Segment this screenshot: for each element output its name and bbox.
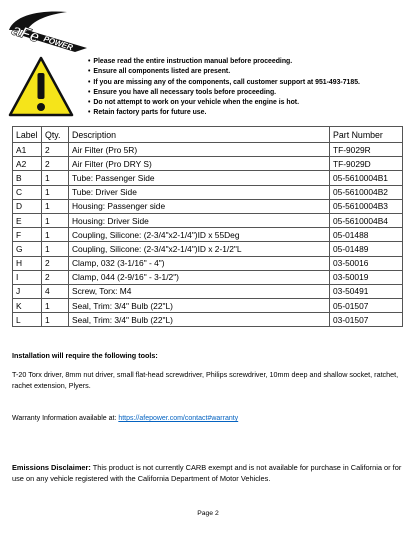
cell-description: Air Filter (Pro DRY S): [69, 157, 330, 171]
cell-qty: 4: [42, 284, 69, 298]
cell-qty: 1: [42, 213, 69, 227]
cell-qty: 1: [42, 242, 69, 256]
warranty-info: [12, 415, 238, 422]
note-item: • Do not attempt to work on your vehicle when the engine is hot.: [88, 98, 360, 108]
cell-label: A1: [13, 143, 42, 157]
parts-table-body: [13, 143, 403, 327]
cell-part-number: 05-01488: [330, 228, 403, 242]
cell-label: I: [13, 270, 42, 284]
cell-qty: 1: [42, 299, 69, 313]
cell-part-number: 03-50491: [330, 284, 403, 298]
table-row: [13, 313, 403, 327]
cell-part-number: 05-01489: [330, 242, 403, 256]
cell-part-number: 05-5610004B1: [330, 171, 403, 185]
table-row: [13, 256, 403, 270]
warranty-label: Warranty Information available at:: [12, 415, 119, 422]
cell-part-number: 05-5610004B4: [330, 213, 403, 227]
cell-label: G: [13, 242, 42, 256]
cell-description: Clamp, 032 (3-1/16" - 4"): [69, 256, 330, 270]
note-item: • Retain factory parts for future use.: [88, 108, 360, 118]
cell-qty: 1: [42, 185, 69, 199]
cell-label: C: [13, 185, 42, 199]
table-row: [13, 242, 403, 256]
cell-description: Coupling, Silicone: (2-3/4"x2-1/4")ID x 2-1/2"L: [69, 242, 330, 256]
cell-part-number: 05-01507: [330, 299, 403, 313]
cell-label: A2: [13, 157, 42, 171]
table-row: [13, 143, 403, 157]
cell-label: K: [13, 299, 42, 313]
cell-description: Coupling, Silicone: (2-3/4"x2-1/4")ID x 55Deg: [69, 228, 330, 242]
header-label: Label: [13, 127, 42, 143]
cell-description: Air Filter (Pro 5R): [69, 143, 330, 157]
cell-qty: 1: [42, 171, 69, 185]
page-number: Page 2: [197, 510, 219, 517]
cell-description: Tube: Driver Side: [69, 185, 330, 199]
table-row: [13, 171, 403, 185]
tools-heading: Installation will require the following tools:: [12, 351, 158, 360]
cell-qty: 2: [42, 143, 69, 157]
cell-label: B: [13, 171, 42, 185]
cell-qty: 1: [42, 313, 69, 327]
logo-text-afe: aFe: [9, 21, 42, 47]
cell-label: L: [13, 313, 42, 327]
cell-label: F: [13, 228, 42, 242]
cell-part-number: 03-50016: [330, 256, 403, 270]
cell-part-number: 03-01507: [330, 313, 403, 327]
cell-label: E: [13, 213, 42, 227]
parts-table: [12, 126, 403, 327]
tools-list: T-20 Torx driver, 8mm nut driver, small flat-head screwdriver, Philips screwdriver, 10mm deep and shallow socket, ratchet, rachet extension, Plyers.: [12, 370, 399, 390]
note-item: • Please read the entire instruction manual before proceeding.: [88, 57, 360, 67]
emissions-label: Emissions Disclaimer:: [12, 463, 91, 472]
table-header-row: [13, 127, 403, 143]
cell-description: Seal, Trim: 3/4" Bulb (22"L): [69, 299, 330, 313]
cell-part-number: TF-9029D: [330, 157, 403, 171]
note-item: • Ensure you have all necessary tools before proceeding.: [88, 88, 360, 98]
cell-label: J: [13, 284, 42, 298]
table-row: [13, 228, 403, 242]
cell-part-number: TF-9029R: [330, 143, 403, 157]
table-row: [13, 270, 403, 284]
cell-description: Clamp, 044 (2-9/16" - 3-1/2"): [69, 270, 330, 284]
cell-description: Tube: Passenger Side: [69, 171, 330, 185]
cell-qty: 1: [42, 228, 69, 242]
cell-qty: 1: [42, 199, 69, 213]
note-item: • If you are missing any of the components, call customer support at 951-493-7185.: [88, 78, 360, 88]
table-row: [13, 213, 403, 227]
logo-text-power: POWER: [42, 34, 74, 53]
emissions-disclaimer: [12, 463, 407, 485]
cell-part-number: 05-5610004B2: [330, 185, 403, 199]
warning-icon: [8, 56, 74, 117]
cell-label: D: [13, 199, 42, 213]
note-item: • Ensure all components listed are present.: [88, 67, 360, 77]
cell-description: Housing: Driver Side: [69, 213, 330, 227]
afe-power-logo: [5, 8, 91, 54]
cell-part-number: 03-50019: [330, 270, 403, 284]
table-row: [13, 299, 403, 313]
cell-description: Screw, Torx: M4: [69, 284, 330, 298]
pre-install-notes: [88, 57, 360, 119]
header-description: Description: [69, 127, 330, 143]
cell-qty: 2: [42, 157, 69, 171]
cell-qty: 2: [42, 256, 69, 270]
table-row: [13, 199, 403, 213]
cell-part-number: 05-5610004B3: [330, 199, 403, 213]
table-row: [13, 185, 403, 199]
table-row: [13, 284, 403, 298]
header-part-number: Part Number: [330, 127, 403, 143]
warranty-link[interactable]: https://afepower.com/contact#warranty: [118, 415, 239, 422]
header-qty: Qty.: [42, 127, 69, 143]
cell-description: Housing: Passenger side: [69, 199, 330, 213]
cell-label: H: [13, 256, 42, 270]
cell-description: Seal, Trim: 3/4" Bulb (22"L): [69, 313, 330, 327]
emissions-text: This product is not currently CARB exempt and is not available for purchase in California or for use on any vehicle registered with the California Department of Motor Vehicles.: [12, 463, 402, 483]
cell-qty: 2: [42, 270, 69, 284]
table-row: [13, 157, 403, 171]
